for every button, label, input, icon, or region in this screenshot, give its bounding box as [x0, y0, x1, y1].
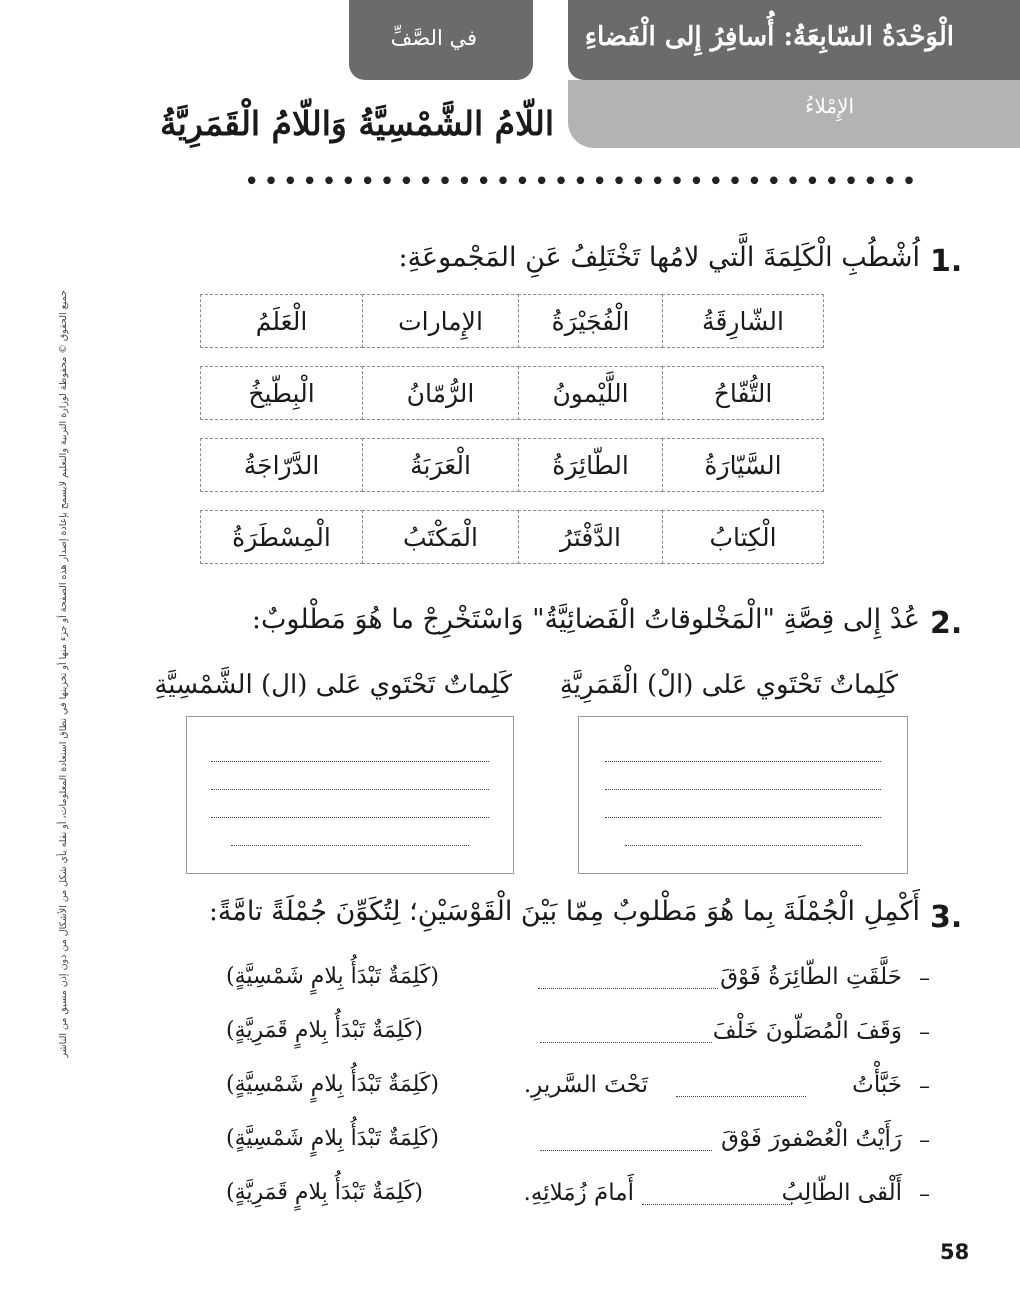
sentence-dash: –: [919, 1182, 930, 1207]
q2-instruction: عُدْ إِلى قِصَّةِ "الْمَخْلوقاتُ الْفَضائِيَّةُ" وَاسْتَخْرِجْ ما هُوَ مَطْلوبٌ:: [251, 604, 920, 635]
sentence-hint: (كَلِمَةٌ تَبْدَأُ بِلامٍ شَمْسِيَّةٍ): [226, 964, 439, 989]
answer-line[interactable]: [625, 845, 861, 846]
moon-lam-answer-box: [578, 716, 908, 874]
answer-line[interactable]: [211, 789, 489, 790]
sentence-text: أَلْقى الطّالِبُ: [781, 1180, 902, 1206]
sentence-blank[interactable]: [540, 1150, 712, 1151]
class-header-tab: [349, 0, 533, 80]
unit-header-tab: [568, 0, 1020, 80]
sentence-text: حَلَّقَتِ الطّائِرَةُ فَوْقَ: [720, 964, 902, 990]
sentence-hint: (كَلِمَةٌ تَبْدَأُ بِلامٍ شَمْسِيَّةٍ): [226, 1126, 439, 1151]
word-table-row: [198, 294, 824, 348]
word-cell[interactable]: التُّفّاحُ: [662, 366, 824, 420]
answer-line[interactable]: [605, 817, 881, 818]
sentence-blank[interactable]: [676, 1096, 806, 1097]
answer-line[interactable]: [605, 761, 881, 762]
sentence-hint: (كَلِمَةٌ تَبْدَأُ بِلامٍ قَمَرِيَّةٍ): [226, 1180, 424, 1205]
word-cell[interactable]: الإِمارات: [362, 294, 519, 348]
unit-title: الْوَحْدَةُ السّابِعَةُ: أُسافِرُ إِلى الْفَضاءِ: [584, 22, 954, 52]
page-number: 58: [940, 1240, 970, 1264]
word-cell[interactable]: الْكِتابُ: [662, 510, 824, 564]
word-cell[interactable]: اللَّيْمونُ: [518, 366, 663, 420]
word-cell[interactable]: الْمَكْتَبُ: [362, 510, 519, 564]
word-cell[interactable]: السَّيّارَةُ: [662, 438, 824, 492]
sentence-dash: –: [919, 1128, 930, 1153]
word-table-row: [198, 510, 824, 564]
word-cell[interactable]: الْعَرَبَةُ: [362, 438, 519, 492]
class-label: في الصَّفِّ: [390, 26, 477, 50]
sentence-text: خَبَّأْتُ: [852, 1072, 902, 1098]
word-cell[interactable]: الدَّرّاجَةُ: [200, 438, 363, 492]
word-cell[interactable]: الدَّفْتَرُ: [518, 510, 663, 564]
sentence-blank[interactable]: [538, 988, 718, 989]
word-cell[interactable]: الرُّمّانُ: [362, 366, 519, 420]
copyright-side-note: جميع الحقوق © محفوظة لوزارة التربية والتعليم لايسمح بإعادة إصدار هذه الصفحة أو جزء منها أو تخزينها في نطاق استعادة المعلومات، أو نقله بأي شكل من الأشكال من دون إذن مسبق من الناشر: [58, 290, 69, 1058]
sentence-blank[interactable]: [540, 1042, 712, 1043]
sentence-hint: (كَلِمَةٌ تَبْدَأُ بِلامٍ شَمْسِيَّةٍ): [226, 1072, 439, 1097]
answer-line[interactable]: [211, 817, 489, 818]
sentence-dash: –: [919, 1074, 930, 1099]
sun-lam-answer-box: [186, 716, 514, 874]
sentence-blank[interactable]: [642, 1204, 792, 1205]
answer-line[interactable]: [605, 789, 881, 790]
sentence-row: [220, 962, 940, 1002]
sentence-text: رَأَيْتُ الْعُصْفورَ فَوْقَ: [721, 1126, 902, 1152]
word-cell[interactable]: الْفُجَيْرَةُ: [518, 294, 663, 348]
moon-lam-column-heading: كَلِماتٌ تَحْتَوي عَلى (الْ) الْقَمَرِيَّةِ: [559, 670, 898, 700]
word-cell[interactable]: الْبِطّيخُ: [200, 366, 363, 420]
sentence-row: [220, 1016, 940, 1056]
q1-instruction: اُشْطُبِ الْكَلِمَةَ الَّتي لامُها تَخْتَلِفُ عَنِ المَجْموعَةِ:: [398, 242, 920, 273]
skill-header-tab: [568, 80, 1020, 148]
answer-line[interactable]: [231, 845, 469, 846]
sentence-row: [220, 1178, 940, 1218]
sentence-row: [220, 1124, 940, 1164]
word-cell[interactable]: الشّارِقَةُ: [662, 294, 824, 348]
sentence-dash: –: [919, 1020, 930, 1045]
q1-number: 1.: [930, 244, 963, 279]
q3-number: 3.: [930, 900, 963, 935]
q3-instruction: أَكْمِلِ الْجُمْلَةَ بِما هُوَ مَطْلوبٌ مِمّا بَيْنَ الْقَوْسَيْنِ؛ لِتُكَوِّنَ جُمْلَةً تامَّةً:: [208, 896, 920, 927]
sentence-text: وَقَفَ الْمُصَلّونَ خَلْفَ: [712, 1018, 902, 1044]
sentence-row: [220, 1070, 940, 1110]
sentence-hint: (كَلِمَةٌ تَبْدَأُ بِلامٍ قَمَرِيَّةٍ): [226, 1018, 424, 1043]
word-cell[interactable]: الْعَلَمُ: [200, 294, 363, 348]
skill-label: الإِمْلاءُ: [804, 94, 854, 118]
title-dotted-underline: •••••••••••••••••••••••••••••••••••: [244, 167, 921, 197]
q2-number: 2.: [930, 606, 963, 641]
page-title: اللّامُ الشَّمْسِيَّةُ وَاللّامُ الْقَمَرِيَّةُ: [159, 104, 554, 143]
sentence-dash: –: [919, 966, 930, 991]
word-cell[interactable]: الْمِسْطَرَةُ: [200, 510, 363, 564]
answer-line[interactable]: [211, 761, 489, 762]
word-table-row: [198, 366, 824, 420]
word-cell[interactable]: الطّائِرَةُ: [518, 438, 663, 492]
word-table-row: [198, 438, 824, 492]
sentence-text-after: أَمامَ زُمَلائِهِ.: [523, 1180, 634, 1206]
sentence-text-after: تَحْتَ السَّريرِ.: [523, 1072, 648, 1098]
sun-lam-column-heading: كَلِماتٌ تَحْتَوي عَلى (ال) الشَّمْسِيَّةِ: [154, 670, 512, 700]
